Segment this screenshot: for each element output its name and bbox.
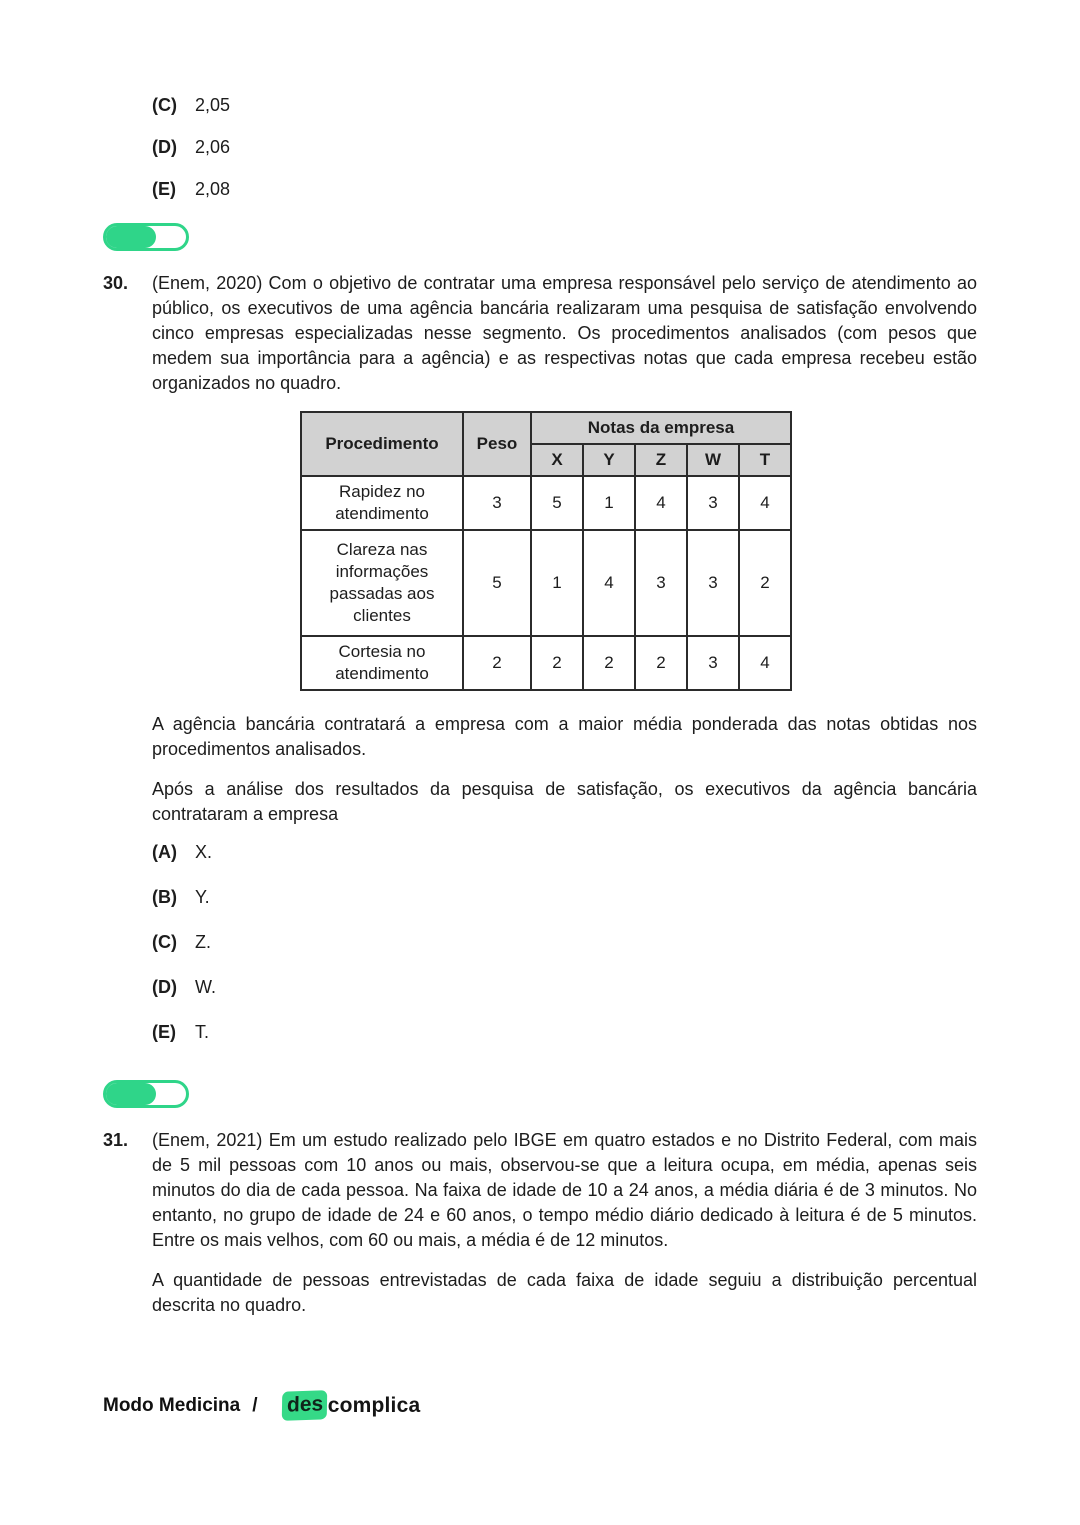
cell-nota: 1 xyxy=(531,530,583,636)
cell-nota: 3 xyxy=(687,476,739,530)
option-row xyxy=(152,842,977,862)
option-letter: (C) xyxy=(152,932,177,952)
cell-nota: 4 xyxy=(739,476,791,530)
question-statement: (Enem, 2021) Em um estudo realizado pelo IBGE em quatro estados e no Distrito Federal, com mais de 5 mil pessoas com 10 anos ou mais, observou-se que a leitura ocupa, em média, apenas seis minutos do dia de cada pessoa. Na faixa de idade de 10 a 24 anos, a média diária é de 3 minutos. No entanto, no grupo de idade de 24 e 60 anos, o tempo médio diário dedicado à leitura é de 5 minutos. Entre os mais velhos, com 60 ou mais, a média é de 12 minutos. xyxy=(152,1130,977,1250)
header-company: T xyxy=(739,444,791,476)
cell-procedimento: Rapidez no atendimento xyxy=(301,476,463,530)
option-letter: (D) xyxy=(152,137,177,157)
option-row xyxy=(152,95,977,116)
option-text: Z. xyxy=(195,932,211,952)
toggle-knob xyxy=(106,1083,156,1105)
option-row xyxy=(152,1022,977,1042)
cell-nota: 3 xyxy=(687,530,739,636)
question-text: A agência bancária contratará a empresa com a maior média ponderada das notas obtidas nos procedimentos analisados. xyxy=(152,714,977,759)
option-text: 2,06 xyxy=(195,137,231,157)
table-row xyxy=(301,530,791,636)
cell-nota: 3 xyxy=(687,636,739,690)
header-company: W xyxy=(687,444,739,476)
show-answer-toggle[interactable] xyxy=(103,223,189,251)
cell-nota: 4 xyxy=(739,636,791,690)
show-answer-toggle[interactable] xyxy=(103,1080,189,1108)
option-letter: (D) xyxy=(152,977,177,997)
option-row xyxy=(152,179,977,200)
table-header-row xyxy=(301,412,791,444)
cell-nota: 4 xyxy=(583,530,635,636)
grades-table xyxy=(300,411,792,691)
option-text: 2,05 xyxy=(195,95,231,115)
question-number: 31. xyxy=(103,1130,129,1150)
cell-peso: 2 xyxy=(463,636,531,690)
question-body xyxy=(152,1128,977,1333)
question-number: 30. xyxy=(103,273,129,293)
cell-nota: 5 xyxy=(531,476,583,530)
table-row xyxy=(301,636,791,690)
question-31 xyxy=(103,1128,977,1333)
option-letter: (C) xyxy=(152,95,177,115)
option-row xyxy=(152,977,977,997)
header-company: Y xyxy=(583,444,635,476)
cell-peso: 3 xyxy=(463,476,531,530)
cell-nota: 1 xyxy=(583,476,635,530)
option-text: T. xyxy=(195,1022,210,1042)
question-text: A quantidade de pessoas entrevistadas de cada faixa de idade seguiu a distribuição percentual descrita no quadro. xyxy=(152,1270,977,1315)
cell-nota: 3 xyxy=(635,530,687,636)
question-text: Após a análise dos resultados da pesquisa de satisfação, os executivos da agência bancária contrataram a empresa xyxy=(152,779,977,824)
table-row xyxy=(301,476,791,530)
question-body xyxy=(152,271,977,1067)
question-statement: (Enem, 2020) Com o objetivo de contratar uma empresa responsável pelo serviço de atendimento ao público, os executivos de uma agência bancária realizaram uma pesquisa de satisfação envolvendo cinco empresas especializadas nesse segmento. Os procedimentos analisados (com pesos que medem sua importância para a agência) e as respectivas notas que cada empresa recebeu estão organizados no quadro. xyxy=(152,273,977,393)
question-29-options xyxy=(103,0,977,200)
header-notas: Notas da empresa xyxy=(531,412,791,444)
option-text: 2,08 xyxy=(195,179,231,199)
page-footer xyxy=(103,1391,420,1420)
option-letter: (E) xyxy=(152,179,176,199)
question-30-options xyxy=(152,842,977,1042)
cell-procedimento: Clareza nas informações passadas aos clientes xyxy=(301,530,463,636)
cell-nota: 2 xyxy=(739,530,791,636)
descomplica-logo xyxy=(282,1391,421,1420)
toggle-knob xyxy=(106,226,156,248)
option-row xyxy=(152,932,977,952)
option-row xyxy=(152,137,977,158)
option-letter: (E) xyxy=(152,1022,176,1042)
cell-nota: 4 xyxy=(635,476,687,530)
question-30 xyxy=(103,271,977,1067)
logo-des-badge: des xyxy=(281,1390,327,1421)
option-text: W. xyxy=(195,977,216,997)
cell-nota: 2 xyxy=(583,636,635,690)
footer-separator: / xyxy=(252,1394,258,1416)
cell-nota: 2 xyxy=(635,636,687,690)
page-content xyxy=(103,0,977,1333)
option-letter: (B) xyxy=(152,887,177,907)
footer-brand-text: Modo Medicina xyxy=(103,1394,241,1416)
cell-nota: 2 xyxy=(531,636,583,690)
option-letter: (A) xyxy=(152,842,177,862)
header-company: X xyxy=(531,444,583,476)
header-company: Z xyxy=(635,444,687,476)
header-procedimento: Procedimento xyxy=(301,412,463,476)
logo-complica-text: complica xyxy=(327,1393,421,1417)
option-row xyxy=(152,887,977,907)
cell-peso: 5 xyxy=(463,530,531,636)
header-peso: Peso xyxy=(463,412,531,476)
option-text: X. xyxy=(195,842,213,862)
option-text: Y. xyxy=(195,887,210,907)
cell-procedimento: Cortesia no atendimento xyxy=(301,636,463,690)
